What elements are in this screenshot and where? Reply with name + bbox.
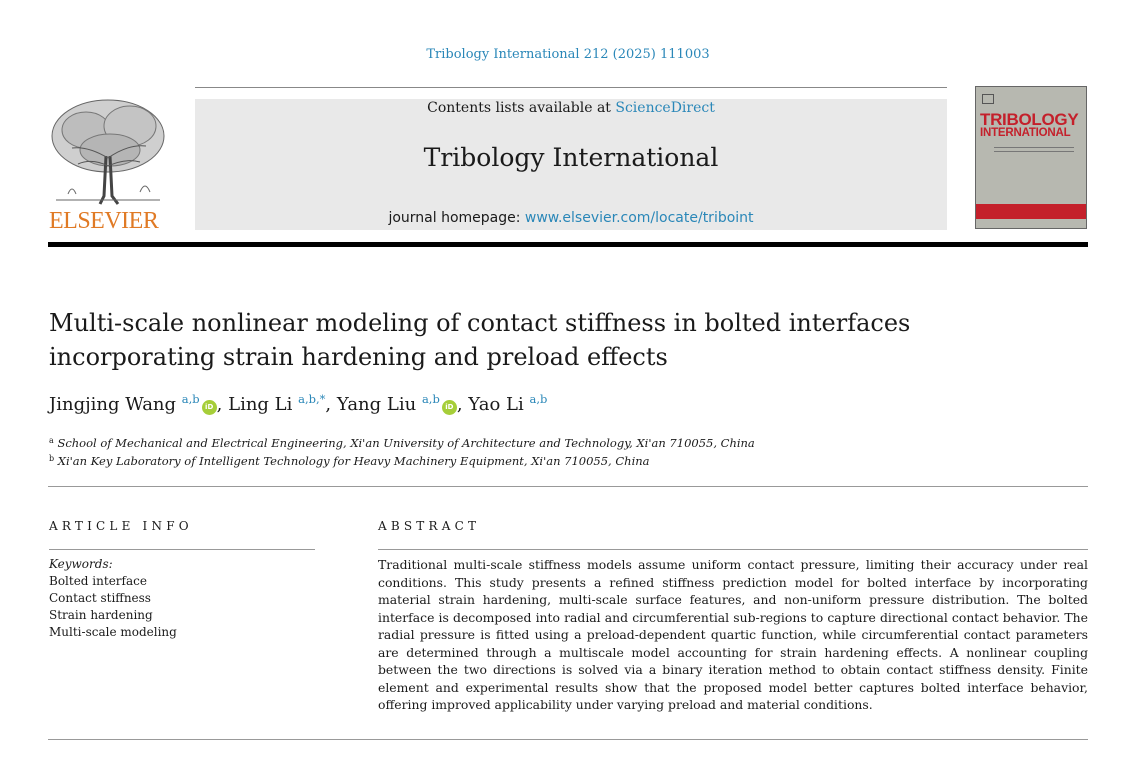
- citation-divider: [195, 87, 947, 88]
- journal-name: Tribology International: [423, 143, 719, 172]
- journal-homepage-link[interactable]: www.elsevier.com/locate/triboint: [524, 210, 754, 226]
- author-separator: ,: [216, 394, 229, 415]
- keywords-label: Keywords:: [49, 557, 113, 571]
- cover-title: [980, 111, 1086, 140]
- author-name[interactable]: Yang Liu: [336, 394, 417, 415]
- author-list: [49, 394, 547, 415]
- cover-title-line2: INTERNATIONAL: [980, 127, 1071, 139]
- author-separator: ,: [456, 394, 469, 415]
- author-separator: ,: [325, 394, 337, 415]
- affiliation-text: School of Mechanical and Electrical Engineering, Xi'an University of Architecture and Technology, Xi'an 710055, China: [57, 436, 755, 450]
- author-name[interactable]: Ling Li: [228, 394, 293, 415]
- abstract-divider: [378, 549, 1088, 550]
- sciencedirect-link[interactable]: ScienceDirect: [615, 100, 715, 116]
- keyword-item[interactable]: Multi-scale modeling: [49, 625, 177, 639]
- orcid-icon[interactable]: iD: [442, 400, 457, 415]
- author-affiliation-sup[interactable]: a,b: [421, 392, 440, 406]
- abstract-text: Traditional multi-scale stiffness models assume uniform contact pressure, limiting their accuracy under real conditions. This study presents a refined stiffness prediction model for bolted interface by incorporating material strain hardening, multi-scale surface features, and non-uniform pressure distribution. The bolted interface is decomposed into radial and circumferential sub-regions to capture directional contact behavior. The radial pressure is fitted using a preload-dependent quartic function, while circumferential contact parameters are determined through a multiscale model accounting for strain hardening effects. A nonlinear coupling between the two directions is solved via a binary iteration method to obtain contact stiffness density. Finite element and experimental results show that the proposed model better captures bolted interface behavior, offering improved applicability under varying preload and material conditions.: [378, 557, 1088, 712]
- author-name[interactable]: Yao Li: [468, 394, 524, 415]
- affiliation-mark: a: [49, 436, 54, 445]
- keyword-item[interactable]: Bolted interface: [49, 574, 147, 588]
- cover-emblem-icon: [982, 94, 994, 104]
- elsevier-wordmark: ELSEVIER: [49, 208, 159, 234]
- homepage-prefix: journal homepage:: [388, 210, 525, 226]
- affiliation-mark: b: [49, 454, 55, 463]
- affiliation-text: Xi'an Key Laboratory of Intelligent Technology for Heavy Machinery Equipment, Xi'an 710055, China: [57, 454, 650, 468]
- author-name[interactable]: Jingjing Wang: [49, 394, 177, 415]
- abstract-heading: ABSTRACT: [378, 519, 481, 533]
- header-thick-rule: [48, 242, 1088, 247]
- author-affiliation-sup[interactable]: a,b: [529, 392, 548, 406]
- contents-line: [195, 100, 947, 116]
- abstract-bottom-divider: [48, 739, 1088, 740]
- affiliations-divider: [48, 486, 1088, 487]
- cover-red-stripe: [976, 204, 1087, 219]
- affiliation-a: [49, 436, 755, 450]
- cover-editors-lines: [994, 147, 1074, 152]
- keyword-item[interactable]: Strain hardening: [49, 608, 153, 622]
- article-info-divider: [49, 549, 315, 550]
- journal-cover-image[interactable]: [975, 86, 1087, 229]
- article-title: Multi-scale nonlinear modeling of contact stiffness in bolted interfaces incorporating strain hardening and preload effects: [49, 309, 911, 371]
- keyword-item[interactable]: Contact stiffness: [49, 591, 151, 605]
- author-affiliation-sup[interactable]: a,b,*: [298, 392, 326, 406]
- orcid-icon[interactable]: iD: [202, 400, 217, 415]
- cover-title-line1: TRIBOLOGY: [980, 110, 1079, 129]
- article-info-heading: ARTICLE INFO: [49, 519, 193, 533]
- homepage-line: [195, 210, 947, 226]
- contents-prefix: Contents lists available at: [427, 100, 616, 116]
- affiliation-b: [49, 454, 650, 468]
- journal-citation-link[interactable]: Tribology International 212 (2025) 111003: [426, 47, 710, 62]
- keywords-block: [49, 556, 177, 641]
- author-affiliation-sup[interactable]: a,b: [181, 392, 200, 406]
